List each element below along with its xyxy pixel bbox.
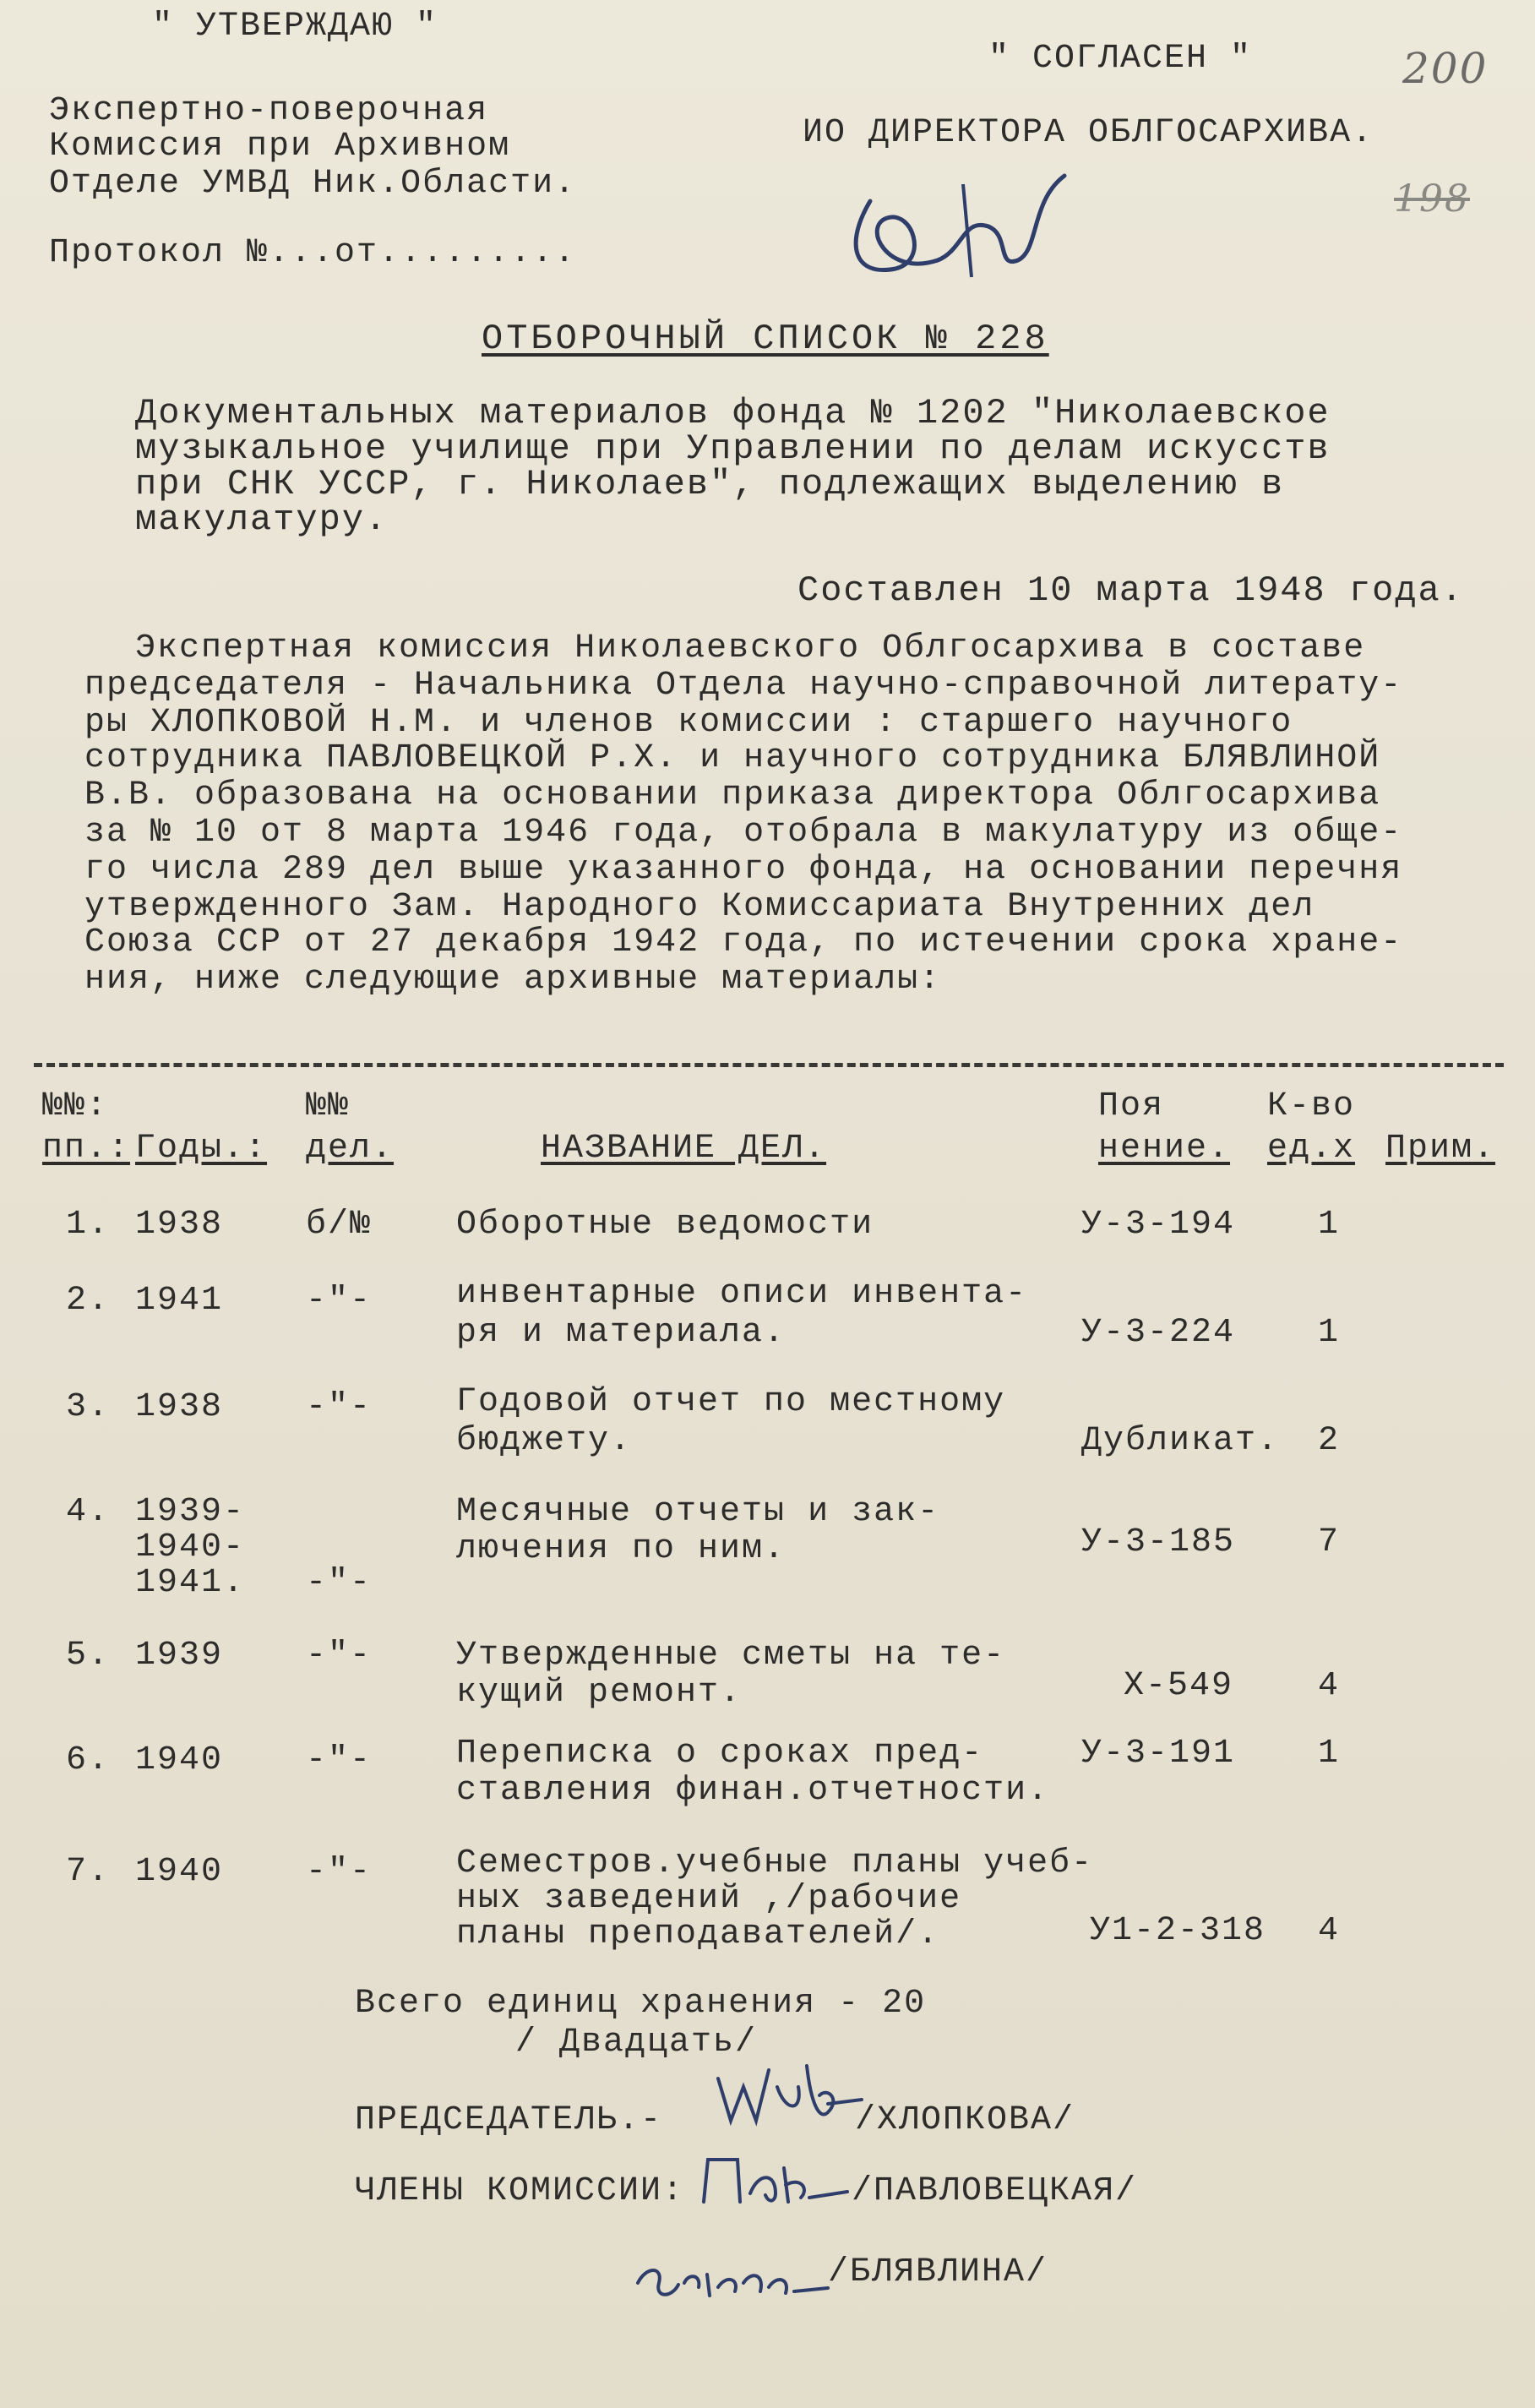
row-7-year: 1940: [135, 1853, 224, 1891]
compiled-date: Составлен 10 марта 1948 года.: [797, 570, 1464, 611]
row-1-year: 1938: [135, 1206, 224, 1244]
header-num-1: №№:: [42, 1087, 109, 1125]
row-4-note: У-3-185: [1081, 1523, 1236, 1561]
page-number-upper: 200: [1402, 44, 1489, 93]
body-line-3: ры ХЛОПКОВОЙ Н.М. и членов комиссии : старшего научного: [84, 704, 1293, 742]
approval-right-line: ИО ДИРЕКТОРА ОБЛГОСАРХИВА.: [803, 114, 1374, 152]
row-7-count: 4: [1318, 1912, 1341, 1950]
header-years: Годы.:: [135, 1130, 268, 1168]
row-2-count: 1: [1318, 1314, 1341, 1352]
row-7-name-2: ных заведений ,/рабочие: [456, 1880, 962, 1918]
row-4-number: 4.: [66, 1493, 111, 1531]
body-line-1: Экспертная комиссия Николаевского Облгосархива в составе: [135, 629, 1366, 667]
row-4-year-3: 1941.: [135, 1564, 246, 1602]
row-3-note: Дубликат.: [1081, 1422, 1280, 1460]
row-3-year: 1938: [135, 1388, 224, 1426]
row-5-note: Х-549: [1124, 1667, 1234, 1705]
page-number-lower: 198: [1394, 177, 1470, 221]
row-1-count: 1: [1318, 1206, 1341, 1244]
row-4-count: 7: [1318, 1523, 1341, 1561]
intro-line-3: при СНК УССР, г. Николаев", подлежащих выделению в: [135, 464, 1285, 504]
approval-left-heading: " УТВЕРЖДАЮ ": [152, 8, 438, 46]
members-label: ЧЛЕНЫ КОМИССИИ:: [355, 2172, 685, 2210]
row-6-name-1: Переписка о сроках пред-: [456, 1735, 984, 1773]
row-5-name-1: Утвержденные сметы на те-: [456, 1637, 1006, 1675]
row-6-note: У-3-191: [1081, 1735, 1236, 1773]
row-6-year: 1940: [135, 1741, 224, 1779]
row-5-name-2: кущий ремонт.: [456, 1674, 743, 1712]
body-line-2: председателя - Начальника Отдела научно-справочной литерату-: [84, 667, 1403, 705]
header-note-1: Поя: [1098, 1087, 1165, 1125]
body-line-4: сотрудника ПАВЛОВЕЦКОЙ Р.Х. и научного сотрудника БЛЯВЛИНОЙ: [84, 739, 1381, 777]
header-name: НАЗВАНИЕ ДЕЛ.: [541, 1130, 827, 1168]
approval-left-line-1: Экспертно-поверочная: [49, 92, 489, 130]
header-note-2: нение.: [1098, 1130, 1231, 1168]
header-case-2: дел.: [306, 1130, 395, 1168]
body-line-5: В.В. образована на основании приказа директора Облгосархива: [84, 776, 1381, 814]
header-num-2: пп.:: [42, 1130, 131, 1168]
body-line-6: за № 10 от 8 марта 1946 года, отобрала в макулатуру из обще-: [84, 814, 1403, 852]
row-1-case: б/№: [306, 1206, 373, 1244]
row-6-number: 6.: [66, 1741, 111, 1779]
row-1-note: У-3-194: [1081, 1206, 1236, 1244]
row-4-year-2: 1940-: [135, 1528, 246, 1566]
row-6-case: -"-: [306, 1741, 373, 1779]
chair-signature: [701, 2053, 870, 2146]
row-1-number: 1.: [66, 1206, 111, 1244]
approval-right-heading: " СОГЛАСЕН ": [988, 40, 1253, 78]
row-6-count: 1: [1318, 1735, 1341, 1773]
row-2-year: 1941: [135, 1282, 224, 1320]
member-1-name: /ПАВЛОВЕЦКАЯ/: [852, 2172, 1138, 2210]
body-line-7: го числа 289 дел выше указанного фонда, на основании перечня: [84, 851, 1403, 889]
row-3-count: 2: [1318, 1422, 1341, 1460]
intro-line-1: Документальных материалов фонда № 1202 "Николаевское: [135, 393, 1331, 433]
body-line-9: Союза ССР от 27 декабря 1942 года, по истечении срока хране-: [84, 923, 1403, 962]
row-5-year: 1939: [135, 1637, 224, 1675]
row-3-number: 3.: [66, 1388, 111, 1426]
row-4-name-1: Месячные отчеты и зак-: [456, 1493, 940, 1531]
row-7-case: -"-: [306, 1853, 373, 1891]
row-2-number: 2.: [66, 1282, 111, 1320]
row-7-name-1: Семестров.учебные планы учеб-: [456, 1844, 1094, 1882]
total-units-words: / Двадцать/: [515, 2024, 758, 2062]
row-2-note: У-3-224: [1081, 1314, 1236, 1352]
row-3-name-1: Годовой отчет по местному: [456, 1383, 1006, 1421]
row-7-note: У1-2-318: [1090, 1912, 1266, 1950]
row-2-case: -"-: [306, 1282, 373, 1320]
header-count-1: К-во: [1267, 1087, 1356, 1125]
member-2-signature: [629, 2249, 832, 2317]
member-2-name: /БЛЯВЛИНА/: [828, 2253, 1048, 2291]
body-line-8: утвержденного Зам. Народного Комиссариата Внутренних дел: [84, 888, 1315, 926]
row-6-name-2: ставления финан.отчетности.: [456, 1772, 1050, 1810]
director-signature: [836, 150, 1090, 294]
row-3-case: -"-: [306, 1388, 373, 1426]
document-title: ОТБОРОЧНЫЙ СПИСОК № 228: [482, 319, 1049, 359]
row-2-name-2: ря и материала.: [456, 1314, 787, 1352]
row-3-name-2: бюджету.: [456, 1422, 633, 1460]
header-case-1: №№: [306, 1087, 351, 1125]
row-5-count: 4: [1318, 1667, 1341, 1705]
row-2-name-1: инвентарные описи инвента-: [456, 1275, 1028, 1313]
row-4-year-1: 1939-: [135, 1493, 246, 1531]
row-7-number: 7.: [66, 1853, 111, 1891]
header-count-2: ед.х: [1267, 1130, 1356, 1168]
row-1-name: Оборотные ведомости: [456, 1206, 874, 1244]
member-1-signature: [691, 2143, 852, 2219]
chair-label: ПРЕДСЕДАТЕЛЬ.-: [355, 2101, 663, 2139]
row-7-name-3: планы преподавателей/.: [456, 1915, 940, 1953]
row-5-number: 5.: [66, 1637, 111, 1675]
approval-left-line-2: Комиссия при Архивном: [49, 128, 511, 166]
protocol-line: Протокол №...от.........: [49, 234, 577, 272]
body-line-10: ния, ниже следующие архивные материалы:: [84, 961, 942, 999]
total-units: Всего единиц хранения - 20: [355, 1985, 927, 2023]
intro-line-4: макулатуру.: [135, 499, 389, 540]
intro-line-2: музыкальное училище при Управлении по делам искусств: [135, 428, 1331, 469]
row-4-name-2: лючения по ним.: [456, 1530, 787, 1568]
header-remark: Прим.: [1385, 1130, 1496, 1168]
table-top-rule: [34, 1063, 1504, 1067]
row-5-case: -"-: [306, 1637, 373, 1675]
approval-left-line-3: Отделе УМВД Ник.Области.: [49, 165, 577, 203]
chair-name: /ХЛОПКОВА/: [855, 2101, 1075, 2139]
row-4-case: -"-: [306, 1564, 373, 1602]
